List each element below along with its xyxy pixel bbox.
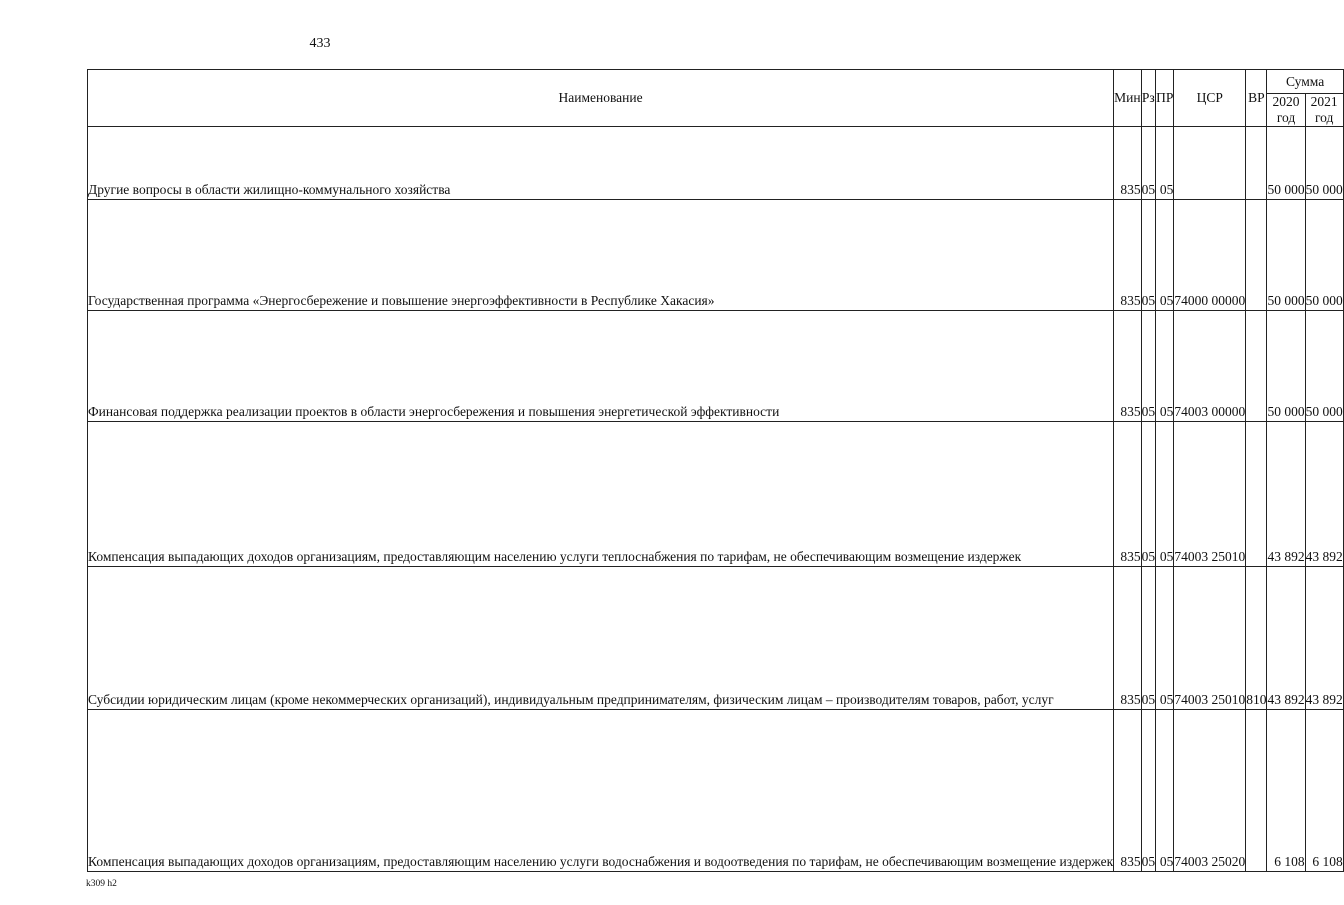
table-row	[88, 311, 1344, 422]
row-name: Финансовая поддержка реализации проектов в области энергосбережения и повышения энергетической эффективности	[88, 311, 1114, 422]
row-vr	[1246, 127, 1267, 200]
table-row	[88, 200, 1344, 311]
row-sum-2020: 50 000	[1267, 127, 1305, 200]
row-min: 835	[1114, 567, 1141, 710]
row-sum-2020: 43 892	[1267, 567, 1305, 710]
row-rz: 05	[1141, 200, 1156, 311]
row-csr: 74003 25020	[1174, 710, 1246, 872]
budget-table	[87, 69, 1344, 872]
row-sum-2020: 50 000	[1267, 200, 1305, 311]
row-min: 835	[1114, 311, 1141, 422]
header-sum: Сумма	[1267, 70, 1343, 94]
header-pr: ПР	[1156, 70, 1174, 127]
row-sum-2021: 50 000	[1305, 311, 1343, 422]
row-vr	[1246, 311, 1267, 422]
table-row	[88, 710, 1344, 872]
row-rz: 05	[1141, 422, 1156, 567]
row-csr: 74003 25010	[1174, 422, 1246, 567]
header-name: Наименование	[88, 70, 1114, 127]
row-vr	[1246, 710, 1267, 872]
row-sum-2021: 43 892	[1305, 567, 1343, 710]
header-min: Мин	[1114, 70, 1141, 127]
row-sum-2020: 43 892	[1267, 422, 1305, 567]
row-sum-2020: 6 108	[1267, 710, 1305, 872]
row-csr: 74000 00000	[1174, 200, 1246, 311]
row-vr	[1246, 200, 1267, 311]
page-number: 433	[309, 36, 331, 51]
row-sum-2021: 50 000	[1305, 200, 1343, 311]
header-csr: ЦСР	[1174, 70, 1246, 127]
row-pr: 05	[1156, 422, 1174, 567]
row-pr: 05	[1156, 127, 1174, 200]
row-name: Компенсация выпадающих доходов организациям, предоставляющим населению услуги водоснабжения и водоотведения по тарифам, не обеспечивающим возмещение издержек	[88, 710, 1114, 872]
row-csr: 74003 25010	[1174, 567, 1246, 710]
row-vr: 810	[1246, 567, 1267, 710]
row-pr: 05	[1156, 311, 1174, 422]
footer-code: k309 h2	[86, 879, 117, 889]
row-name: Субсидии юридическим лицам (кроме некоммерческих организаций), индивидуальным предпринимателям, физическим лицам – производителям товаров, работ, услуг	[88, 567, 1114, 710]
row-sum-2021: 43 892	[1305, 422, 1343, 567]
header-year-2020: 2020 год	[1267, 94, 1305, 127]
row-sum-2021: 50 000	[1305, 127, 1343, 200]
row-rz: 05	[1141, 710, 1156, 872]
table-row	[88, 127, 1344, 200]
row-min: 835	[1114, 200, 1141, 311]
header-rz: Рз	[1141, 70, 1156, 127]
row-sum-2021: 6 108	[1305, 710, 1343, 872]
row-csr: 74003 00000	[1174, 311, 1246, 422]
header-year-2021: 2021 год	[1305, 94, 1343, 127]
header-vr: ВР	[1246, 70, 1267, 127]
row-rz: 05	[1141, 311, 1156, 422]
row-pr: 05	[1156, 567, 1174, 710]
row-csr	[1174, 127, 1246, 200]
row-min: 835	[1114, 710, 1141, 872]
row-name: Государственная программа «Энергосбережение и повышение энергоэффективности в Республике Хакасия»	[88, 200, 1114, 311]
row-sum-2020: 50 000	[1267, 311, 1305, 422]
row-min: 835	[1114, 422, 1141, 567]
row-pr: 05	[1156, 710, 1174, 872]
row-min: 835	[1114, 127, 1141, 200]
row-vr	[1246, 422, 1267, 567]
table-row	[88, 422, 1344, 567]
row-name: Компенсация выпадающих доходов организациям, предоставляющим населению услуги теплоснабжения по тарифам, не обеспечивающим возмещение издержек	[88, 422, 1114, 567]
row-name: Другие вопросы в области жилищно-коммунального хозяйства	[88, 127, 1114, 200]
row-rz: 05	[1141, 567, 1156, 710]
table-row	[88, 567, 1344, 710]
row-rz: 05	[1141, 127, 1156, 200]
row-pr: 05	[1156, 200, 1174, 311]
